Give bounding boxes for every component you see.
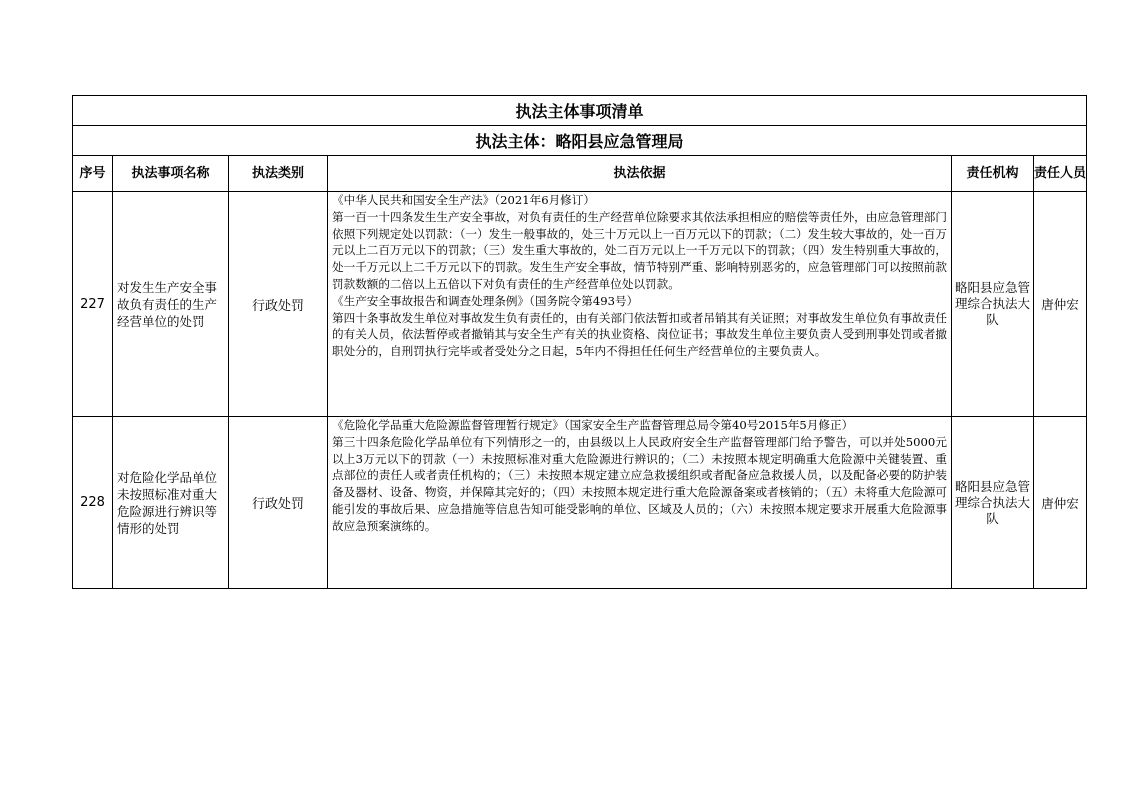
basis-article: 第三十四条危险化学品单位有下列情形之一的，由县级以上人民政府安全生产监督管理部门给予警告，可以并处5000元以上3万元以下的罚款（一）未按照标准对重大危险源进行辨识的；（二）未按照本规定明确重大危险源中关键装置、重点部位的责任人或者责任机构的；（三）未按照本规定建立应急救援组织或者配备应急救援人员，以及配备必要的防护装备及器材、设备、物资，并保障其完好的；（四）未按照本规定进行重大危险源备案或者核销的；（五）未将重大危险源可能引发的事故后果、应急措施等信息告知可能受影响的单位、区域及人员的；（六）未按照本规定要求开展重大危险源事故应急预案演练的。 bbox=[332, 434, 947, 533]
row-org: 略阳县应急管理综合执法大队 bbox=[952, 417, 1034, 589]
table-subtitle: 执法主体：略阳县应急管理局 bbox=[73, 126, 1087, 156]
row-index: 227 bbox=[73, 192, 113, 417]
header-item-name: 执法事项名称 bbox=[113, 156, 229, 192]
enforcement-items-table bbox=[72, 95, 1087, 589]
basis-law-title: 《生产安全事故报告和调查处理条例》（国务院令第493号） bbox=[332, 293, 639, 308]
row-item-name: 对发生生产安全事故负有责任的生产经营单位的处罚 bbox=[113, 192, 229, 417]
table-row bbox=[73, 417, 1087, 589]
row-person: 唐仲宏 bbox=[1034, 192, 1087, 417]
header-basis: 执法依据 bbox=[328, 156, 952, 192]
basis-law-title: 《危险化学品重大危险源监督管理暂行规定》（国家安全生产监督管理总局令第40号2015年5月修正） bbox=[332, 418, 854, 432]
row-category: 行政处罚 bbox=[229, 417, 328, 589]
row-org: 略阳县应急管理综合执法大队 bbox=[952, 192, 1034, 417]
basis-article: 第四十条事故发生单位对事故发生负有责任的，由有关部门依法暂扣或者吊销其有关证照；对事故发生单位负有事故责任的有关人员，依法暂停或者撤销其与安全生产有关的执业资格、岗位证书；事故发生单位主要负责人受到刑事处罚或者撤职处分的，自刑罚执行完毕或者受处分之日起，5年内不得担任任何生产经营单位的主要负责人。 bbox=[332, 310, 947, 359]
header-org: 责任机构 bbox=[952, 156, 1034, 192]
table-title: 执法主体事项清单 bbox=[73, 96, 1087, 126]
table-row bbox=[73, 192, 1087, 417]
row-basis bbox=[328, 192, 952, 417]
row-item-name: 对危险化学品单位未按照标准对重大危险源进行辨识等情形的处罚 bbox=[113, 417, 229, 589]
header-row bbox=[73, 156, 1087, 192]
row-person: 唐仲宏 bbox=[1034, 417, 1087, 589]
row-index: 228 bbox=[73, 417, 113, 589]
basis-article: 第一百一十四条发生生产安全事故，对负有责任的生产经营单位除要求其依法承担相应的赔偿等责任外，由应急管理部门依照下列规定处以罚款：（一）发生一般事故的，处三十万元以上一百万元以下的罚款；（二）发生较大事故的，处一百万元以上二百万元以下的罚款；（三）发生重大事故的，处二百万元以上一千万元以下的罚款；（四）发生特别重大事故的，处一千万元以上二千万元以下的罚款。发生生产安全事故，情节特别严重、影响特别恶劣的，应急管理部门可以按照前款罚款数额的二倍以上五倍以下对负有责任的生产经营单位处以罚款。 bbox=[332, 209, 947, 291]
basis-law-title: 《中华人民共和国安全生产法》（2021年6月修订） bbox=[332, 193, 595, 207]
row-basis bbox=[328, 417, 952, 589]
header-index: 序号 bbox=[73, 156, 113, 192]
header-category: 执法类别 bbox=[229, 156, 328, 192]
row-category: 行政处罚 bbox=[229, 192, 328, 417]
header-person: 责任人员 bbox=[1034, 156, 1087, 192]
